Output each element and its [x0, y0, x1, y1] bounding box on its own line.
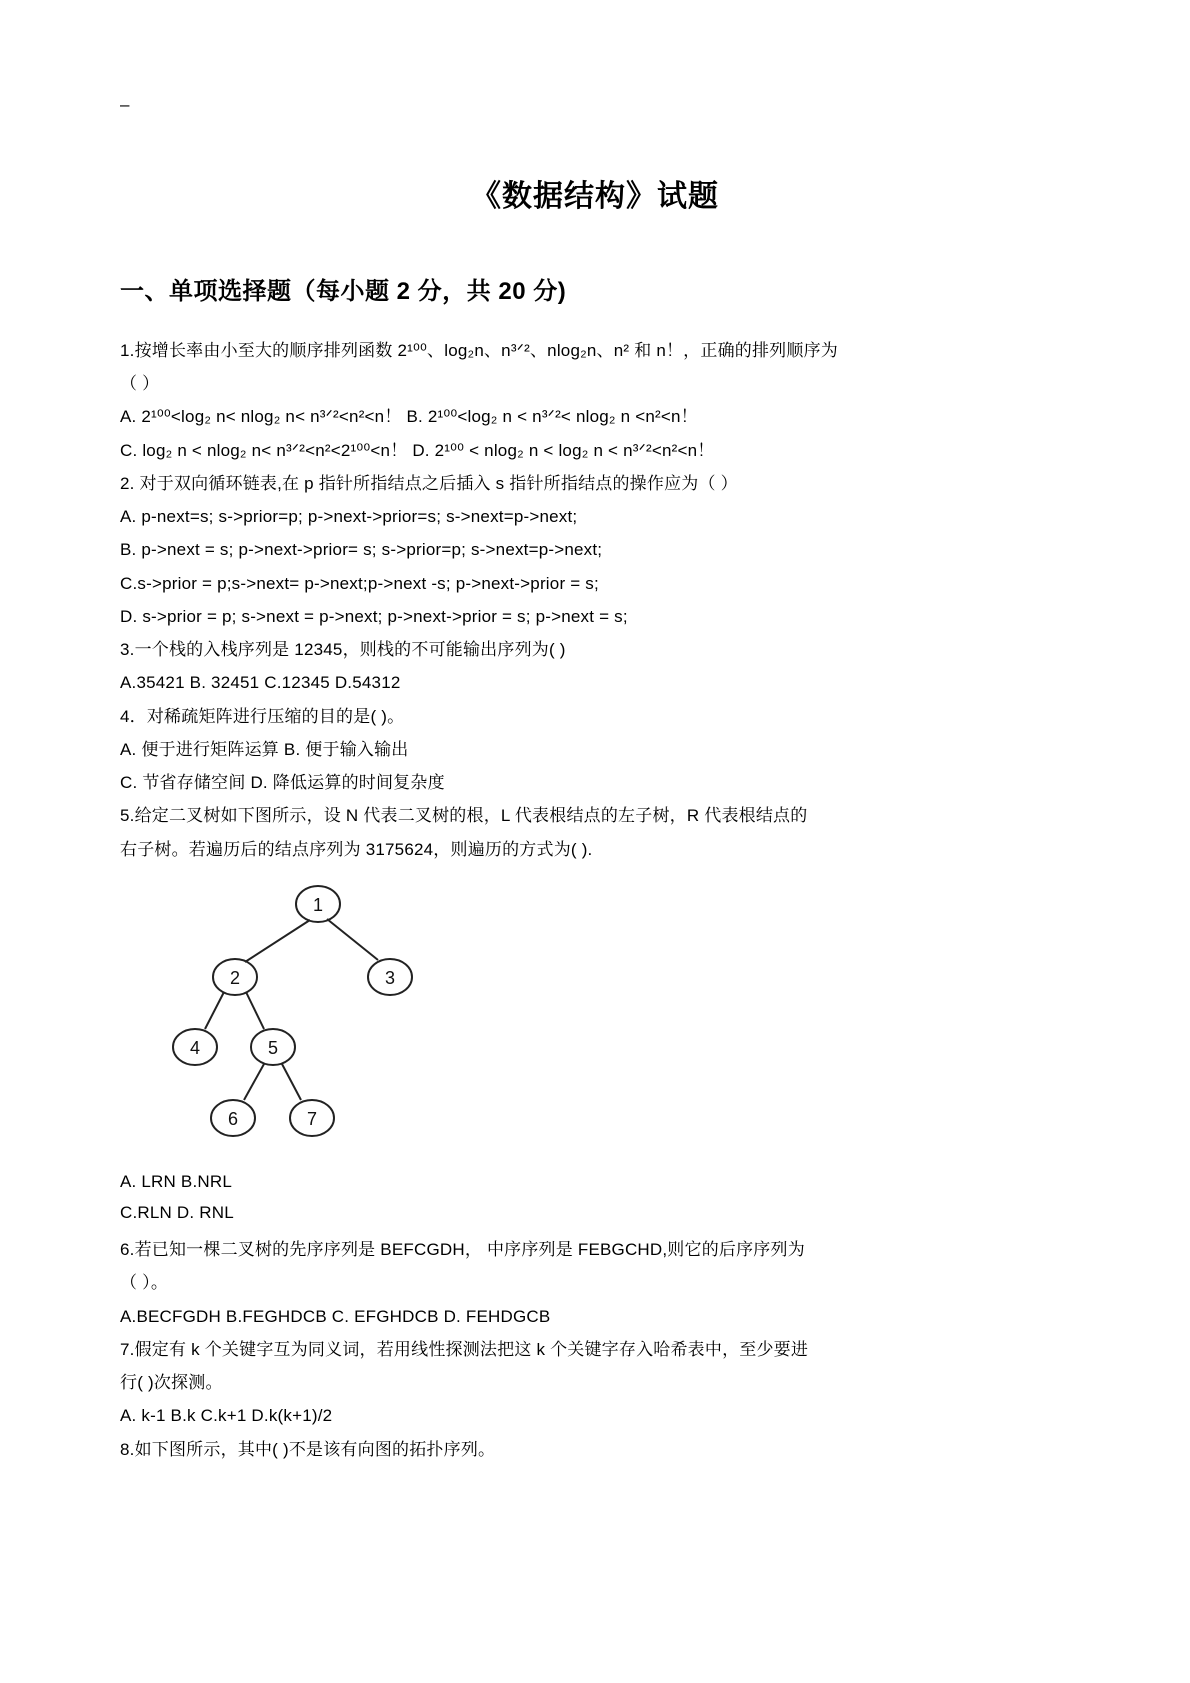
question-line: （ ） — [120, 374, 160, 394]
question-line: 4．对稀疏矩阵进行压缩的目的是( )。 — [120, 706, 405, 726]
answer-line: C.RLN D. RNL — [120, 1202, 234, 1222]
question-line: 右子树。若遍历后的结点序列为 3175624，则遍历的方式为( ). — [120, 839, 593, 859]
question-line: 7.假定有 k 个关键字互为同义词，若用线性探测法把这 k 个关键字存入哈希表中，至少要进 — [120, 1339, 809, 1359]
q5-answers-block — [120, 1167, 1070, 1227]
question-line: C. 节省存储空间 D. 降低运算的时间复杂度 — [120, 773, 445, 793]
binary-tree-figure — [120, 882, 1070, 1157]
question-line: A. p-next=s; s->prior=p; p->next->prior=s; s->next=p->next; — [120, 507, 578, 527]
question-line: 3.一个栈的入栈序列是 12345，则栈的不可能输出序列为( ) — [120, 640, 566, 660]
svg-text:7: 7 — [306, 1108, 318, 1129]
question-line: （ ）。 — [120, 1273, 169, 1293]
question-line: C.s->prior = p;s->next= p->next;p->next -s; p->next->prior = s; — [120, 573, 599, 593]
svg-text:6: 6 — [227, 1108, 239, 1129]
questions-block-2 — [120, 1235, 1070, 1464]
question-line: A.35421 B. 32451 C.12345 D.54312 — [120, 673, 401, 693]
top-dash-mark: – — [120, 95, 130, 114]
binary-tree-diagram — [160, 882, 490, 1152]
svg-text:1: 1 — [312, 894, 324, 915]
questions-block-1 — [120, 336, 1070, 864]
question-line: 8.如下图所示，其中( )不是该有向图的拓扑序列。 — [120, 1439, 496, 1459]
question-line: B. p->next = s; p->next->prior= s; s->prior=p; s->next=p->next; — [120, 540, 603, 560]
svg-text:3: 3 — [384, 967, 396, 988]
answer-line: A. LRN B.NRL — [120, 1171, 232, 1191]
question-line: D. s->prior = p; s->next = p->next; p->next->prior = s; p->next = s; — [120, 606, 628, 626]
question-line: A. 便于进行矩阵运算 B. 便于输入输出 — [120, 739, 409, 759]
page-title: 《数据结构》试题 — [471, 180, 719, 213]
section-heading-1: 一、单项选择题（每小题 2 分，共 20 分) — [120, 278, 567, 305]
question-line: A. k-1 B.k C.k+1 D.k(k+1)/2 — [120, 1406, 333, 1426]
question-line: C. log₂ n < nlog₂ n< n³ᐟ²<n²<2¹⁰⁰<n！ D. 2¹⁰⁰ < nlog₂ n < log₂ n < n³ᐟ²<n²<n！ — [120, 440, 715, 460]
question-line: 5.给定二叉树如下图所示，设 N 代表二叉树的根，L 代表根结点的左子树，R 代表根结点的 — [120, 806, 808, 826]
svg-text:5: 5 — [267, 1037, 279, 1058]
question-line: A. 2¹⁰⁰<log₂ n< nlog₂ n< n³ᐟ²<n²<n！ B. 2¹⁰⁰<log₂ n < n³ᐟ²< nlog₂ n <n²<n！ — [120, 407, 698, 427]
question-line: A.BECFGDH B.FEGHDCB C. EFGHDCB D. FEHDGCB — [120, 1306, 551, 1326]
svg-text:4: 4 — [189, 1037, 201, 1058]
question-line: 1.按增长率由小至大的顺序排列函数 2¹⁰⁰、log₂n、n³ᐟ²、nlog₂n、n² 和 n！，正确的排列顺序为 — [120, 341, 838, 360]
question-line: 2. 对于双向循环链表,在 p 指针所指结点之后插入 s 指针所指结点的操作应为（ ） — [120, 473, 738, 493]
question-line: 6.若已知一棵二叉树的先序序列是 BEFCGDH， 中序序列是 FEBGCHD,则它的后序序列为 — [120, 1240, 805, 1260]
svg-text:2: 2 — [229, 967, 241, 988]
question-line: 行( )次探测。 — [120, 1373, 223, 1393]
